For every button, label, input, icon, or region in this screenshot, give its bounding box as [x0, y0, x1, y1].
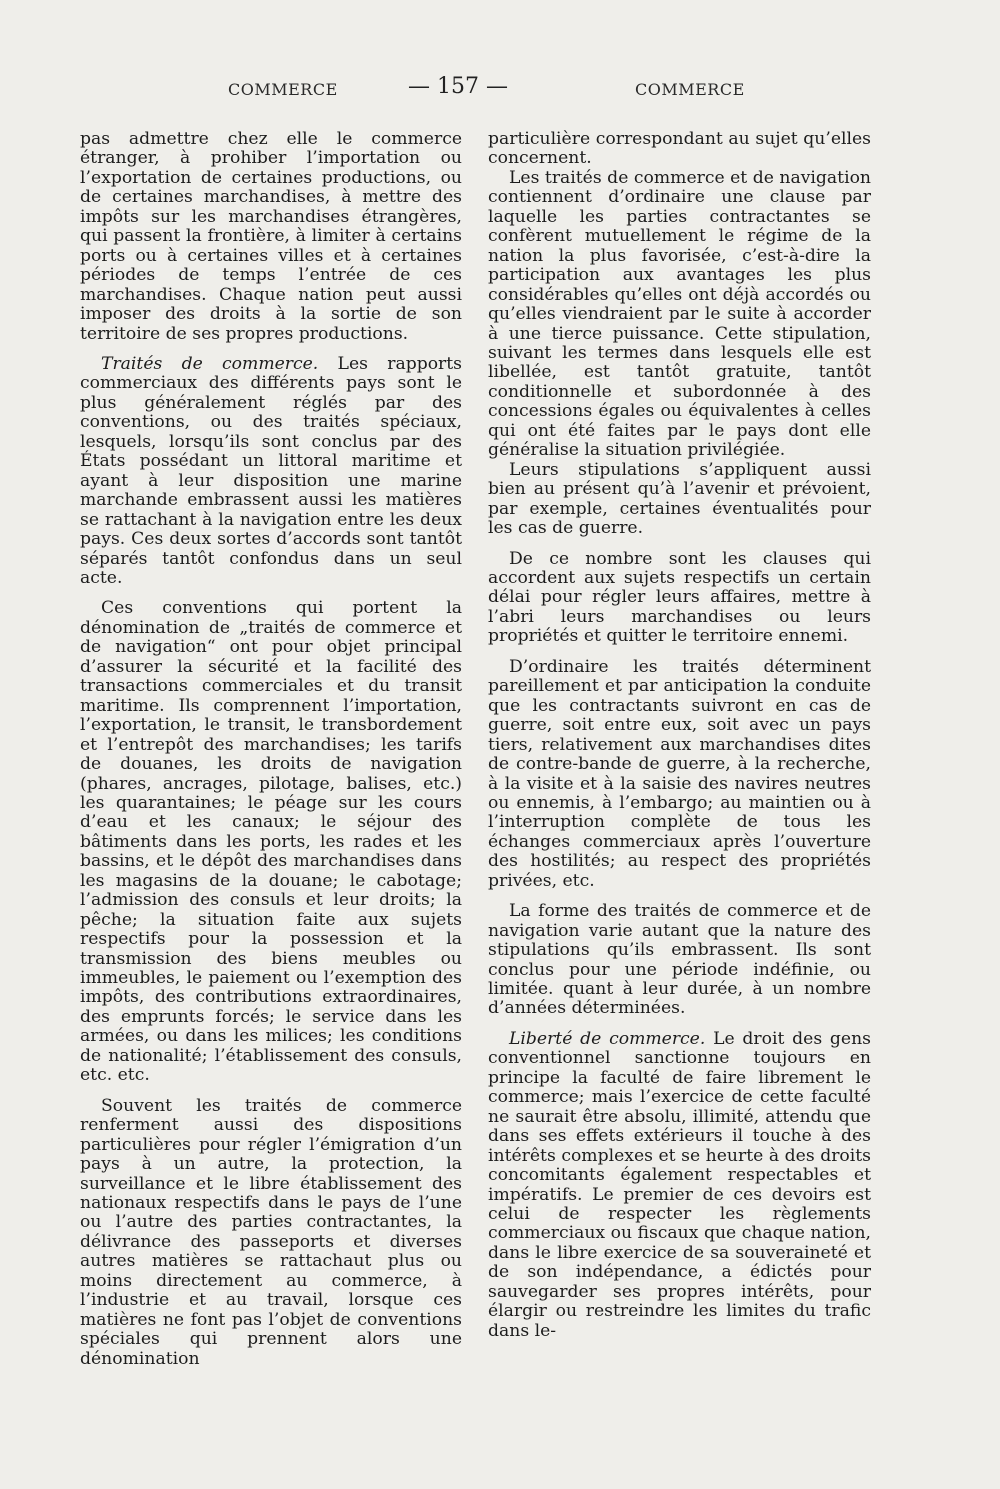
right-column [488, 130, 871, 1341]
paragraph-liberte-de-commerce [488, 1030, 871, 1341]
left-column [80, 130, 462, 1369]
header-right-title: COMMERCE [635, 80, 745, 99]
paragraph: Ces conventions qui portent la dénomination de „traités de commerce et de navigation“ ont pour objet principal d’assurer la sécurité et la facilité des transactions commerciales et du transit maritime. Ils comprennent l’importation, l’exportation, le transit, le transbordement et l’entrepôt des marchandises; les tarifs de douanes, les droits de navigation (phares, ancrages, pilotage, balises, etc.) les quarantaines; le péage sur les cours d’eau et les canaux; le séjour des bâtiments dans les ports, les rades et les bassins, et le dépôt des marchandises dans les magasins de la douane; le cabotage; l’admission des consuls et leur droits; la pêche; la situation faite aux sujets respectifs pour la possession et la transmission des biens meubles ou immeubles, le paiement ou l’exemption des impôts, des contributions extraordinaires, des emprunts forcés; le service dans les armées, ou dans les milices; les conditions de nationalité; l’établissement des consuls, etc. etc. [80, 598, 462, 1086]
section-heading: Traités de commerce. [101, 353, 319, 374]
paragraph-traites-de-commerce [80, 355, 462, 588]
paragraph: Les traités de commerce et de navigation contiennent d’ordinaire une clause par laquelle les parties contractantes se confèrent mutuellement le régime de la nation la plus favorisée, c’est-à-dire la participation aux avantages les plus considérables qu’elles ont déjà accordés ou qu’elles viendraient par le suite à accorder à une tierce puissance. Cette stipulation, suivant les termes dans lesquels elle est libellée, est tantôt gratuite, tantôt conditionnelle et subordonnée à des concessions égales ou équivalentes à celles qui ont été faites par le pays dont elle généralise la situation privilégiée. [488, 167, 871, 461]
header-left-title: COMMERCE [228, 80, 338, 99]
section-heading: Liberté de commerce. [509, 1028, 706, 1049]
page-number: — 157 — [408, 74, 508, 99]
paragraph: La forme des traités de commerce et de navigation varie autant que la nature des stipulations qu’ils embrassent. Ils sont conclus pour une période indéfinie, ou limitée. quant à leur durée, à un nombre d’années déterminées. [488, 901, 871, 1019]
paragraph: Leurs stipulations s’appliquent aussi bien au présent qu’à l’avenir et prévoient, par exemple, certaines éventualités pour les cas de guerre. [488, 459, 871, 539]
paragraph: Souvent les traités de commerce renferment aussi des dispositions particulières pour régler l’émigration d’un pays à un autre, la protection, la surveillance et le libre établissement des nationaux respectifs dans le pays de l’une ou l’autre des parties contractantes, la délivrance des passeports et diverses autres matières se rattachaut plus ou moins directement au commerce, à l’industrie et au travail, lorsque ces matières ne font pas l’objet de conventions spéciales qui prennent alors une dénomination [80, 1095, 462, 1369]
paragraph-text: Le droit des gens conventionnel sanctionne toujours en principe la faculté de faire librement le commerce; mais l’exercice de cette faculté ne saurait être absolu, illimité, attendu que dans ses effets extérieurs il touche à des intérêts complexes et se heurte à des droits concomitants également respectables et impératifs. Le premier de ces devoirs est celui de respecter les règlements commerciaux ou fiscaux que chaque nation, dans le libre exercice de sa souveraineté et de son indépendance, a édictés pour sauvegarder ses propres intérêts, pour élargir ou restreindre les limites du trafic dans le- [488, 1028, 871, 1341]
paragraph: particulière correspondant au sujet qu’elles concernent. [488, 129, 871, 169]
running-header [0, 76, 1000, 104]
paragraph-text: Les rapports commerciaux des différents pays sont le plus généralement réglés par des conventions, ou des traités spéciaux, lesquels, lorsqu’ils sont conclus par des États possédant un littoral maritime et ayant à leur disposition une marine marchande embrassent aussi les matières se rattachant à la navigation entre les deux pays. Ces deux sortes d’accords sont tantôt séparés tantôt confondus dans un seul acte. [80, 353, 462, 588]
paragraph: pas admettre chez elle le commerce étranger, à prohiber l’importation ou l’exportation de certaines productions, ou de certaines marchandises, à mettre des impôts sur les marchandises étrangères, qui passent la frontière, à limiter à certains ports ou à certaines villes et à certaines périodes de temps l’entrée de ces marchandises. Chaque nation peut aussi imposer des droits à la sortie de son territoire de ses propres productions. [80, 129, 462, 344]
paragraph: D’ordinaire les traités déterminent pareillement et par anticipation la conduite que les contractants suivront en cas de guerre, soit entre eux, soit avec un pays tiers, relativement aux marchandises dites de contre-bande de guerre, à la recherche, à la visite et à la saisie des navires neutres ou ennemis, à l’embargo; au maintien ou à l’interruption complète de tous les échanges commerciaux après l’ouverture des hostilités; au respect des propriétés privées, etc. [488, 656, 871, 891]
paragraph: De ce nombre sont les clauses qui accordent aux sujets respectifs un certain délai pour régler leurs affaires, mettre à l’abri leurs marchandises ou leurs propriétés et quitter le territoire ennemi. [488, 548, 871, 647]
